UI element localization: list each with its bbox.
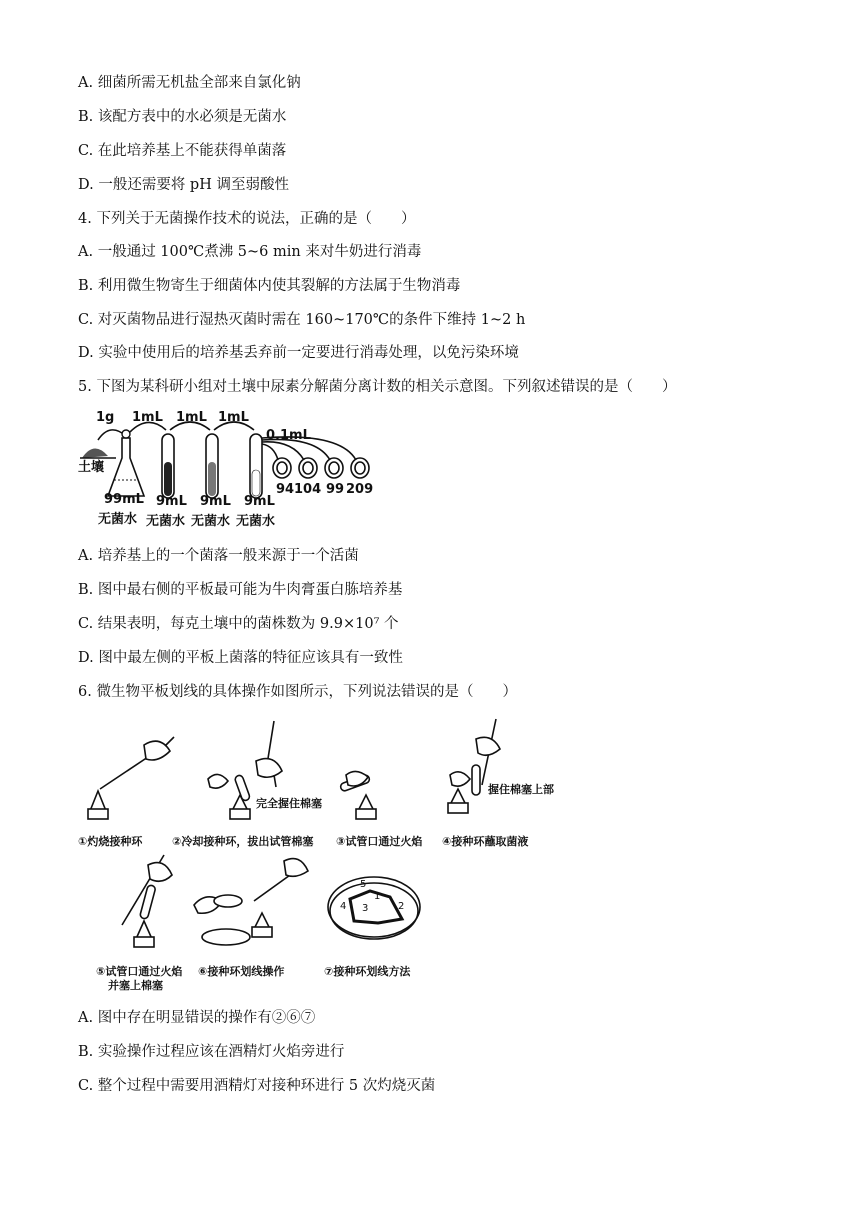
arrow-grip-full — [274, 775, 276, 787]
plate-count-1: 94 — [276, 482, 295, 497]
q3-option-d: D. 一般还需要将 pH 调至弱酸性 — [78, 177, 289, 193]
lamp-4-base — [448, 803, 468, 813]
step5-label-a: ⑤试管口通过火焰 — [96, 965, 183, 978]
q4-option-d: D. 实验中使用后的培养基丢弃前一定要进行消毒处理，以免污染环境 — [78, 345, 519, 361]
dilution-figure — [78, 410, 378, 530]
tube-3-liquid — [252, 470, 260, 496]
plates — [262, 437, 369, 478]
label-tube-volume-2: 9mL — [200, 494, 231, 509]
lamp-6-base — [252, 927, 272, 937]
plate-1 — [273, 458, 291, 478]
q5-option-c: C. 结果表明，每克土壤中的菌株数为 9.9×10⁷ 个 — [78, 616, 399, 632]
q3-option-b: B. 该配方表中的水必须是无菌水 — [78, 109, 287, 125]
hand-2b — [256, 759, 282, 778]
plate-count-2: 104 — [294, 482, 322, 497]
step1-illustration — [88, 737, 174, 819]
label-soil: 土壤 — [78, 460, 105, 475]
lamp-2-base — [230, 809, 250, 819]
dish-6 — [202, 929, 250, 945]
step1-label: ①灼烧接种环 — [78, 835, 143, 848]
q3-option-c: C. 在此培养基上不能获得单菌落 — [78, 143, 287, 159]
tube-step5 — [139, 885, 156, 920]
label-water-4: 无菌水 — [236, 514, 276, 529]
q5-option-b: B. 图中最右侧的平板最可能为牛肉膏蛋白胨培养基 — [78, 582, 403, 598]
step3-illustration — [340, 771, 376, 819]
plate-3 — [325, 458, 343, 478]
hand-5 — [148, 863, 172, 882]
q6-stem: 6. 微生物平板划线的具体操作如图所示，下列说法错误的是（ ） — [78, 684, 517, 700]
q5-stem: 5. 下图为某科研小组对土壤中尿素分解菌分离计数的相关示意图。下列叙述错误的是（ ） — [78, 379, 677, 395]
tube-step2 — [234, 774, 250, 801]
q4-stem: 4. 下列关于无菌操作技术的说法，正确的是（ ） — [78, 211, 416, 227]
q6-option-c: C. 整个过程中需要用酒精灯对接种环进行 5 次灼烧灭菌 — [78, 1078, 436, 1094]
label-water-2: 无菌水 — [146, 514, 186, 529]
q4-option-c: C. 对灭菌物品进行湿热灭菌时需在 160~170℃的条件下维持 1~2 h — [78, 312, 526, 328]
label-plate-volume: 0.1mL — [266, 428, 311, 443]
hand-4b — [450, 772, 470, 786]
arrow-to-plate-1 — [262, 444, 278, 460]
q6-option-b: B. 实验操作过程应该在酒精灯火焰旁进行 — [78, 1044, 345, 1060]
zone-number-2: 2 — [398, 901, 405, 912]
hand-4 — [476, 737, 500, 755]
q5-option-a: A. 培养基上的一个菌落一般来源于一个活菌 — [78, 548, 359, 564]
lamp-5-base — [134, 937, 154, 947]
dish-6-lid — [214, 895, 242, 907]
step5-label-b: 并塞上棉塞 — [108, 979, 163, 992]
label-flask-volume: 99mL — [104, 492, 144, 507]
step3-label: ③试管口通过火焰 — [336, 835, 423, 848]
step6-label: ⑥接种环划线操作 — [198, 965, 285, 978]
tube-1-liquid — [164, 462, 172, 496]
label-tube-volume-3: 9mL — [244, 494, 275, 509]
streaking-diagram — [78, 715, 578, 995]
flask-stopper — [122, 430, 130, 438]
zone-number-3: 3 — [362, 903, 369, 914]
hand-2a — [208, 774, 228, 788]
step2-label: ②冷却接种环，拔出试管棉塞 — [172, 835, 314, 848]
step5-illustration — [122, 855, 172, 947]
flask — [108, 438, 144, 496]
hand-1-sleeve — [166, 737, 174, 745]
q4-option-a: A. 一般通过 100℃煮沸 5~6 min 来对牛奶进行消毒 — [78, 244, 422, 260]
lamp-1 — [90, 791, 106, 811]
step4-label: ④接种环蘸取菌液 — [442, 835, 529, 848]
plate-count-3: 99 — [326, 482, 345, 497]
zone-number-4: 4 — [340, 901, 347, 912]
plate-4 — [351, 458, 369, 478]
step7-label: ⑦接种环划线方法 — [324, 965, 411, 978]
lamp-3-base — [356, 809, 376, 819]
label-soil-mass: 1g — [96, 410, 115, 425]
label-transfer-3: 1mL — [218, 410, 249, 425]
note-grip-top: 握住棉塞上部 — [488, 783, 554, 796]
zone-number-1: 1 — [374, 891, 381, 902]
label-transfer-2: 1mL — [176, 410, 207, 425]
streaking-figure — [78, 715, 578, 995]
step6-illustration — [194, 859, 308, 945]
lamp-1-base — [88, 809, 108, 819]
zone-number-5: 5 — [360, 879, 367, 890]
label-transfer-1: 1mL — [132, 410, 163, 425]
plate-2 — [299, 458, 317, 478]
q4-option-b: B. 利用微生物寄生于细菌体内使其裂解的方法属于生物消毒 — [78, 278, 461, 294]
label-water-3: 无菌水 — [191, 514, 231, 529]
q3-option-a: A. 细菌所需无机盐全部来自氯化钠 — [78, 75, 301, 91]
hand-6b — [284, 859, 308, 877]
loop-1 — [100, 757, 148, 789]
plate-count-4: 209 — [346, 482, 374, 497]
q6-option-a: A. 图中存在明显错误的操作有②⑥⑦ — [78, 1010, 316, 1026]
note-grip-full: 完全握住棉塞 — [256, 797, 322, 810]
tube-2-liquid — [208, 462, 216, 496]
step4-illustration — [448, 719, 500, 813]
label-water-1: 无菌水 — [98, 512, 138, 527]
q5-option-d: D. 图中最左侧的平板上菌落的特征应该具有一致性 — [78, 650, 403, 666]
label-tube-volume-1: 9mL — [156, 494, 187, 509]
tube-step4 — [472, 765, 480, 795]
